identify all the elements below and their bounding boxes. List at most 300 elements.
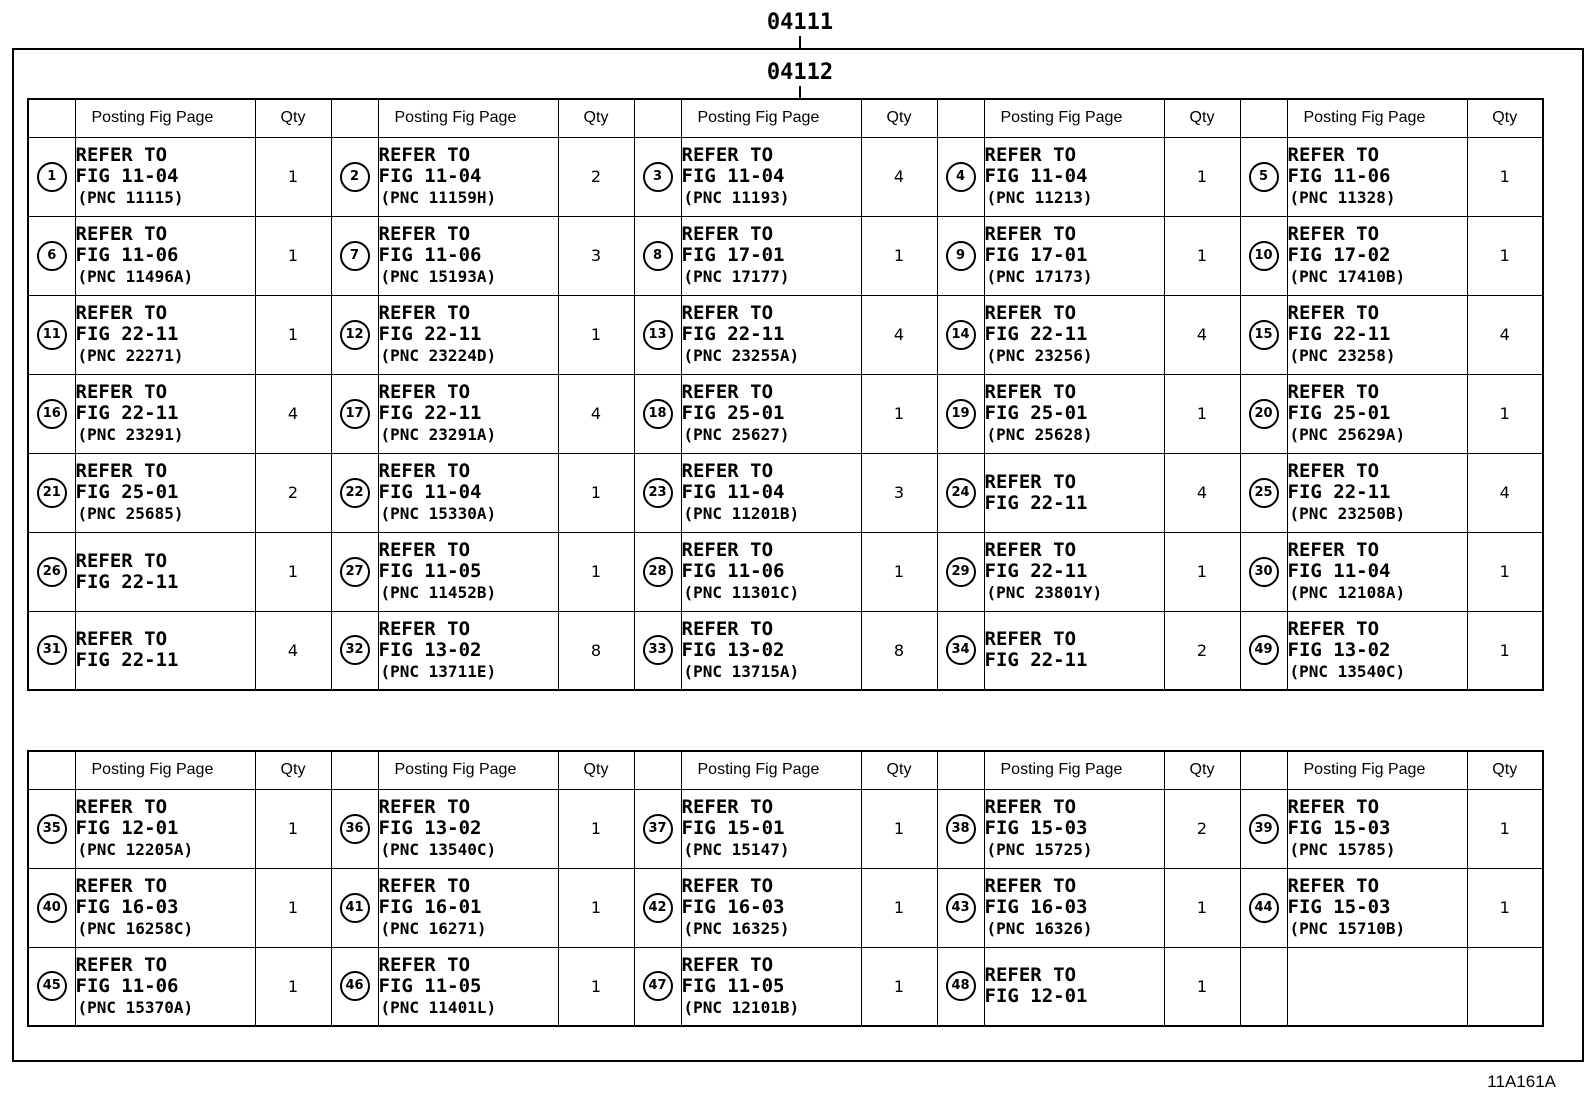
- callout-cell: [937, 137, 984, 216]
- refer-to-text: REFER TO: [984, 875, 1077, 897]
- pnc-reference: (PNC 12101B): [683, 997, 800, 1017]
- quantity-value: 1: [590, 976, 602, 996]
- pnc-reference: (PNC 25629A): [1289, 425, 1406, 444]
- callout-number-badge: 28: [643, 557, 673, 587]
- fig-reference: FIG 11-06: [681, 560, 785, 582]
- table-header-row: [28, 751, 1543, 789]
- callout-cell: [937, 611, 984, 690]
- callout-number-badge: 12: [340, 320, 370, 350]
- fig-reference: FIG 11-04: [378, 481, 482, 503]
- fig-reference: FIG 11-04: [681, 481, 785, 503]
- callout-number-badge: 25: [1249, 478, 1279, 508]
- quantity-cell: [255, 789, 331, 868]
- fig-reference: FIG 22-11: [378, 402, 482, 424]
- callout-cell: [331, 532, 378, 611]
- fig-reference: FIG 13-02: [681, 638, 785, 661]
- callout-cell: [1240, 137, 1287, 216]
- quantity-cell: [1164, 532, 1240, 611]
- fig-reference: FIG 25-01: [984, 402, 1088, 424]
- quantity-value: 1: [287, 819, 299, 838]
- quantity-cell: [1467, 789, 1543, 868]
- quantity-value: 1: [590, 483, 602, 502]
- posting-fig-page-cell: [75, 216, 255, 295]
- pnc-reference: (PNC 11496A): [77, 267, 194, 286]
- refer-to-text: REFER TO: [378, 539, 471, 561]
- callout-number-badge: 7: [340, 241, 370, 271]
- fig-reference: FIG 22-11: [1287, 323, 1391, 345]
- callout-number-badge: 42: [643, 893, 673, 923]
- callout-number-badge: 15: [1249, 320, 1279, 350]
- callout-number-badge: 17: [340, 399, 370, 429]
- posting-fig-page-cell: [681, 868, 861, 947]
- quantity-value: 1: [893, 976, 905, 996]
- fig-reference: FIG 16-03: [75, 896, 179, 918]
- quantity-cell: [255, 868, 331, 947]
- refer-to-text: REFER TO: [984, 539, 1077, 561]
- header-fig-page: Posting Fig Page: [75, 99, 255, 137]
- quantity-cell: [861, 868, 937, 947]
- posting-fig-page-cell: [681, 295, 861, 374]
- pnc-reference: (PNC 17410B): [1289, 267, 1406, 286]
- quantity-value: 1: [590, 898, 602, 917]
- pnc-reference: (PNC 16258C): [77, 919, 194, 938]
- pnc-reference: (PNC 13540C): [1289, 661, 1406, 681]
- fig-reference: FIG 22-11: [75, 649, 179, 672]
- posting-fig-page-cell: [378, 295, 558, 374]
- table-row: [28, 947, 1543, 1026]
- pnc-reference: (PNC 15147): [683, 840, 790, 859]
- fig-reference: FIG 15-03: [1287, 817, 1391, 839]
- fig-reference: FIG 11-05: [378, 974, 482, 997]
- callout-number-badge: 9: [946, 241, 976, 271]
- header-number-cell: [331, 751, 378, 789]
- pnc-reference: (PNC 15330A): [380, 504, 497, 523]
- quantity-cell: [861, 453, 937, 532]
- pnc-reference: (PNC 11301C): [683, 583, 800, 602]
- refer-to-text: REFER TO: [681, 144, 774, 166]
- quantity-value: 1: [1499, 898, 1510, 917]
- quantity-cell: [558, 453, 634, 532]
- quantity-value: 4: [1196, 483, 1208, 502]
- callout-number-badge: 47: [643, 971, 673, 1001]
- quantity-cell: [558, 789, 634, 868]
- header-number-cell: [937, 751, 984, 789]
- posting-fig-page-cell: [1287, 374, 1467, 453]
- quantity-value: 1: [1499, 404, 1510, 423]
- pnc-reference: (PNC 22271): [77, 346, 184, 365]
- callout-cell: [634, 216, 681, 295]
- quantity-cell: [558, 137, 634, 216]
- quantity-cell: [558, 611, 634, 690]
- refer-to-text: REFER TO: [681, 796, 774, 818]
- quantity-cell: [1467, 453, 1543, 532]
- refer-to-text: REFER TO: [1287, 460, 1380, 482]
- pnc-reference: (PNC 11401L): [380, 997, 497, 1017]
- refer-to-text: REFER TO: [1287, 875, 1380, 897]
- header-fig-page: Posting Fig Page: [1287, 751, 1467, 789]
- callout-number-badge: 27: [340, 557, 370, 587]
- refer-to-text: REFER TO: [984, 470, 1077, 493]
- callout-number-badge: 29: [946, 557, 976, 587]
- fig-reference: FIG 22-11: [75, 402, 179, 424]
- posting-fig-page-cell: [1287, 868, 1467, 947]
- quantity-value: 1: [590, 325, 602, 344]
- posting-fig-page-cell: [984, 453, 1164, 532]
- quantity-value: 1: [893, 562, 905, 581]
- quantity-value: 1: [1196, 167, 1208, 186]
- pnc-reference: (PNC 11201B): [683, 504, 800, 523]
- pnc-reference: (PNC 15725): [986, 840, 1093, 859]
- quantity-cell: [255, 453, 331, 532]
- callout-number-badge: 13: [643, 320, 673, 350]
- posting-fig-page-cell: [378, 947, 558, 1026]
- quantity-value: 1: [893, 246, 905, 265]
- quantity-value: 1: [1196, 404, 1208, 423]
- header-fig-page: Posting Fig Page: [681, 751, 861, 789]
- fig-reference: FIG 11-04: [75, 165, 179, 187]
- quantity-value: 4: [590, 404, 602, 423]
- table-row: [28, 868, 1543, 947]
- pnc-reference: (PNC 13715A): [683, 661, 800, 681]
- pnc-reference: (PNC 23291): [77, 425, 184, 444]
- quantity-cell: [1164, 611, 1240, 690]
- posting-fig-page-cell: [681, 789, 861, 868]
- illustration-code: 11A161A: [1487, 1072, 1556, 1091]
- refer-to-text: REFER TO: [984, 381, 1077, 403]
- quantity-cell: [861, 947, 937, 1026]
- header-qty: Qty: [1467, 751, 1543, 789]
- quantity-value: 1: [1196, 898, 1208, 917]
- callout-cell: [937, 789, 984, 868]
- callout-cell: [1240, 532, 1287, 611]
- fig-reference: FIG 11-05: [681, 974, 785, 997]
- fig-reference: FIG 11-06: [75, 974, 179, 997]
- header-qty: Qty: [255, 99, 331, 137]
- quantity-value: 1: [1499, 246, 1510, 265]
- posting-fig-page-cell: [681, 532, 861, 611]
- posting-fig-page-cell: [378, 374, 558, 453]
- callout-number-badge: 2: [340, 162, 370, 192]
- callout-cell: [634, 295, 681, 374]
- fig-reference: FIG 22-11: [984, 649, 1088, 672]
- fig-reference: FIG 16-03: [984, 896, 1088, 918]
- posting-fig-page-cell: [1287, 532, 1467, 611]
- quantity-cell: [558, 216, 634, 295]
- pnc-reference: (PNC 13540C): [380, 840, 497, 859]
- pnc-reference: (PNC 11328): [1289, 188, 1396, 207]
- header-fig-page: Posting Fig Page: [75, 751, 255, 789]
- callout-number-badge: 44: [1249, 893, 1279, 923]
- pnc-reference: (PNC 11193): [683, 188, 790, 207]
- fig-reference: FIG 15-03: [984, 817, 1088, 839]
- fig-reference: FIG 22-11: [75, 323, 179, 345]
- quantity-value: 1: [893, 404, 905, 423]
- posting-fig-page-cell: [681, 947, 861, 1026]
- quantity-value: 1: [287, 325, 299, 344]
- callout-cell: [937, 947, 984, 1026]
- callout-cell: [1240, 947, 1287, 1026]
- quantity-value: 1: [287, 246, 299, 265]
- callout-number-badge: 32: [340, 635, 370, 665]
- callout-number-badge: 14: [946, 320, 976, 350]
- refer-to-text: REFER TO: [984, 223, 1077, 245]
- callout-number-badge: 24: [946, 478, 976, 508]
- quantity-value: 1: [1499, 640, 1510, 660]
- posting-fig-page-cell: [984, 374, 1164, 453]
- callout-cell: [937, 868, 984, 947]
- callout-number-badge: 43: [946, 893, 976, 923]
- header-number-cell: [1240, 751, 1287, 789]
- pnc-reference: (PNC 23256): [986, 346, 1093, 365]
- quantity-value: 8: [590, 640, 602, 660]
- table-row: [28, 295, 1543, 374]
- callout-number-badge: 45: [37, 971, 67, 1001]
- quantity-cell: [1467, 374, 1543, 453]
- quantity-value: 4: [893, 325, 905, 344]
- pnc-reference: (PNC 15710B): [1289, 919, 1406, 938]
- quantity-cell: [1467, 947, 1543, 1026]
- callout-number-badge: 11: [37, 320, 67, 350]
- header-number-cell: [634, 751, 681, 789]
- header-qty: Qty: [861, 99, 937, 137]
- callout-cell: [937, 216, 984, 295]
- quantity-value: 2: [590, 167, 602, 186]
- pnc-reference: (PNC 15785): [1289, 840, 1396, 859]
- quantity-value: 4: [1499, 483, 1510, 502]
- quantity-value: 1: [590, 562, 602, 581]
- quantity-cell: [255, 611, 331, 690]
- callout-number-badge: 46: [340, 971, 370, 1001]
- posting-fig-page-cell: [75, 453, 255, 532]
- quantity-value: 1: [893, 819, 905, 838]
- header-qty: Qty: [558, 751, 634, 789]
- callout-number-badge: 22: [340, 478, 370, 508]
- callout-cell: [1240, 789, 1287, 868]
- quantity-cell: [255, 295, 331, 374]
- callout-number-badge: 31: [37, 635, 67, 665]
- fig-reference: FIG 17-01: [984, 244, 1088, 266]
- refer-to-text: REFER TO: [1287, 539, 1380, 561]
- quantity-cell: [1164, 137, 1240, 216]
- refer-to-text: REFER TO: [681, 381, 774, 403]
- header-fig-page: Posting Fig Page: [984, 99, 1164, 137]
- refer-to-text: REFER TO: [75, 953, 168, 976]
- posting-fig-page-cell: [984, 868, 1164, 947]
- fig-reference: FIG 16-03: [681, 896, 785, 918]
- posting-fig-page-cell: [681, 216, 861, 295]
- refer-to-text: REFER TO: [681, 223, 774, 245]
- callout-number-badge: 23: [643, 478, 673, 508]
- callout-cell: [634, 374, 681, 453]
- quantity-cell: [1467, 532, 1543, 611]
- callout-cell: [28, 453, 75, 532]
- pnc-reference: (PNC 16326): [986, 919, 1093, 938]
- refer-to-text: REFER TO: [984, 302, 1077, 324]
- posting-fig-page-cell: [1287, 216, 1467, 295]
- refer-to-text: REFER TO: [378, 144, 471, 166]
- quantity-cell: [1467, 137, 1543, 216]
- quantity-cell: [1164, 295, 1240, 374]
- posting-fig-page-cell: [1287, 137, 1467, 216]
- assembly-code: 04111: [766, 10, 834, 35]
- refer-to-text: REFER TO: [1287, 223, 1380, 245]
- refer-to-text: REFER TO: [681, 953, 774, 976]
- callout-cell: [1240, 295, 1287, 374]
- callout-number-badge: 36: [340, 814, 370, 844]
- posting-fig-page-cell: [1287, 789, 1467, 868]
- callout-number-badge: 21: [37, 478, 67, 508]
- fig-reference: FIG 22-11: [984, 323, 1088, 345]
- pnc-reference: (PNC 16325): [683, 919, 790, 938]
- fig-reference: FIG 25-01: [75, 481, 179, 503]
- header-qty: Qty: [1164, 751, 1240, 789]
- quantity-cell: [861, 611, 937, 690]
- refer-to-text: REFER TO: [1287, 144, 1380, 166]
- posting-fig-page-cell: [378, 216, 558, 295]
- fig-reference: FIG 11-05: [378, 560, 482, 582]
- header-fig-page: Posting Fig Page: [378, 99, 558, 137]
- callout-cell: [331, 216, 378, 295]
- quantity-cell: [558, 868, 634, 947]
- callout-number-badge: 34: [946, 635, 976, 665]
- posting-fig-page-cell: [984, 532, 1164, 611]
- fig-reference: FIG 11-06: [75, 244, 179, 266]
- callout-number-badge: 19: [946, 399, 976, 429]
- quantity-value: 4: [287, 404, 299, 423]
- refer-to-text: REFER TO: [378, 302, 471, 324]
- posting-fig-page-cell: [984, 137, 1164, 216]
- callout-number-badge: 38: [946, 814, 976, 844]
- quantity-cell: [1164, 868, 1240, 947]
- refer-to-text: REFER TO: [75, 144, 168, 166]
- quantity-cell: [861, 532, 937, 611]
- pnc-reference: (PNC 15370A): [77, 997, 194, 1017]
- callout-cell: [331, 374, 378, 453]
- refer-to-text: REFER TO: [681, 617, 774, 640]
- callout-number-badge: 1: [37, 162, 67, 192]
- header-fig-page: Posting Fig Page: [378, 751, 558, 789]
- callout-number-badge: 8: [643, 241, 673, 271]
- callout-cell: [331, 947, 378, 1026]
- table-row: [28, 453, 1543, 532]
- callout-cell: [634, 868, 681, 947]
- pnc-reference: (PNC 17173): [986, 267, 1093, 286]
- pnc-reference: (PNC 16271): [380, 919, 487, 938]
- table-row: [28, 374, 1543, 453]
- callout-cell: [634, 789, 681, 868]
- quantity-value: 2: [1196, 819, 1208, 838]
- callout-number-badge: 40: [37, 893, 67, 923]
- quantity-cell: [1164, 374, 1240, 453]
- quantity-value: 2: [1196, 640, 1208, 660]
- pnc-reference: (PNC 11213): [986, 188, 1093, 207]
- quantity-cell: [255, 947, 331, 1026]
- quantity-cell: [861, 374, 937, 453]
- refer-to-text: REFER TO: [75, 549, 168, 572]
- callout-cell: [1240, 216, 1287, 295]
- posting-fig-page-cell: [378, 789, 558, 868]
- quantity-value: 1: [893, 898, 905, 917]
- pnc-reference: (PNC 23801Y): [986, 583, 1103, 602]
- quantity-value: 3: [590, 246, 602, 265]
- table-row: [28, 137, 1543, 216]
- quantity-cell: [558, 532, 634, 611]
- fig-reference: FIG 17-01: [681, 244, 785, 266]
- posting-fig-page-cell: [1287, 611, 1467, 690]
- fig-reference: FIG 15-03: [1287, 896, 1391, 918]
- fig-reference: FIG 22-11: [681, 323, 785, 345]
- refer-to-text: REFER TO: [378, 460, 471, 482]
- posting-fig-page-cell: [378, 453, 558, 532]
- callout-number-badge: 49: [1249, 635, 1279, 665]
- callout-cell: [331, 295, 378, 374]
- quantity-cell: [1164, 216, 1240, 295]
- quantity-cell: [1164, 453, 1240, 532]
- refer-to-text: REFER TO: [984, 628, 1077, 651]
- quantity-value: 4: [287, 640, 299, 660]
- refer-to-text: REFER TO: [75, 628, 168, 651]
- quantity-cell: [255, 532, 331, 611]
- table-row: [28, 611, 1543, 690]
- pnc-reference: (PNC 25685): [77, 504, 184, 523]
- quantity-cell: [1467, 216, 1543, 295]
- refer-to-text: REFER TO: [1287, 302, 1380, 324]
- refer-to-text: REFER TO: [984, 964, 1077, 987]
- refer-to-text: REFER TO: [378, 875, 471, 897]
- refer-to-text: REFER TO: [378, 223, 471, 245]
- table-row: [28, 532, 1543, 611]
- callout-number-badge: 41: [340, 893, 370, 923]
- header-qty: Qty: [1467, 99, 1543, 137]
- fig-reference: FIG 11-04: [984, 165, 1088, 187]
- header-number-cell: [28, 751, 75, 789]
- header-fig-page: Posting Fig Page: [681, 99, 861, 137]
- callout-cell: [331, 453, 378, 532]
- posting-fig-page-cell: [681, 453, 861, 532]
- fig-reference: FIG 12-01: [984, 985, 1088, 1008]
- quantity-cell: [1467, 295, 1543, 374]
- header-fig-page: Posting Fig Page: [1287, 99, 1467, 137]
- quantity-value: 2: [287, 483, 299, 502]
- posting-fig-page-cell: [75, 868, 255, 947]
- posting-fig-page-cell: [681, 611, 861, 690]
- quantity-value: 1: [287, 562, 299, 581]
- quantity-cell: [255, 216, 331, 295]
- callout-cell: [634, 611, 681, 690]
- posting-fig-page-cell: [1287, 453, 1467, 532]
- pnc-reference: (PNC 12108A): [1289, 583, 1406, 602]
- posting-fig-page-cell: [75, 532, 255, 611]
- quantity-cell: [861, 789, 937, 868]
- callout-number-badge: 48: [946, 971, 976, 1001]
- quantity-value: 1: [1499, 167, 1510, 186]
- quantity-cell: [861, 137, 937, 216]
- posting-fig-page-cell: [681, 374, 861, 453]
- quantity-cell: [1467, 868, 1543, 947]
- callout-number-badge: 6: [37, 241, 67, 271]
- quantity-cell: [1164, 947, 1240, 1026]
- quantity-value: 1: [1499, 819, 1510, 838]
- callout-cell: [1240, 453, 1287, 532]
- callout-number-badge: 4: [946, 162, 976, 192]
- fig-reference: FIG 22-11: [378, 323, 482, 345]
- posting-fig-page-cell: [984, 611, 1164, 690]
- pnc-reference: (PNC 11159H): [380, 188, 497, 207]
- quantity-value: 4: [1499, 325, 1510, 344]
- fig-reference: FIG 12-01: [75, 817, 179, 839]
- refer-to-text: REFER TO: [75, 796, 168, 818]
- header-qty: Qty: [558, 99, 634, 137]
